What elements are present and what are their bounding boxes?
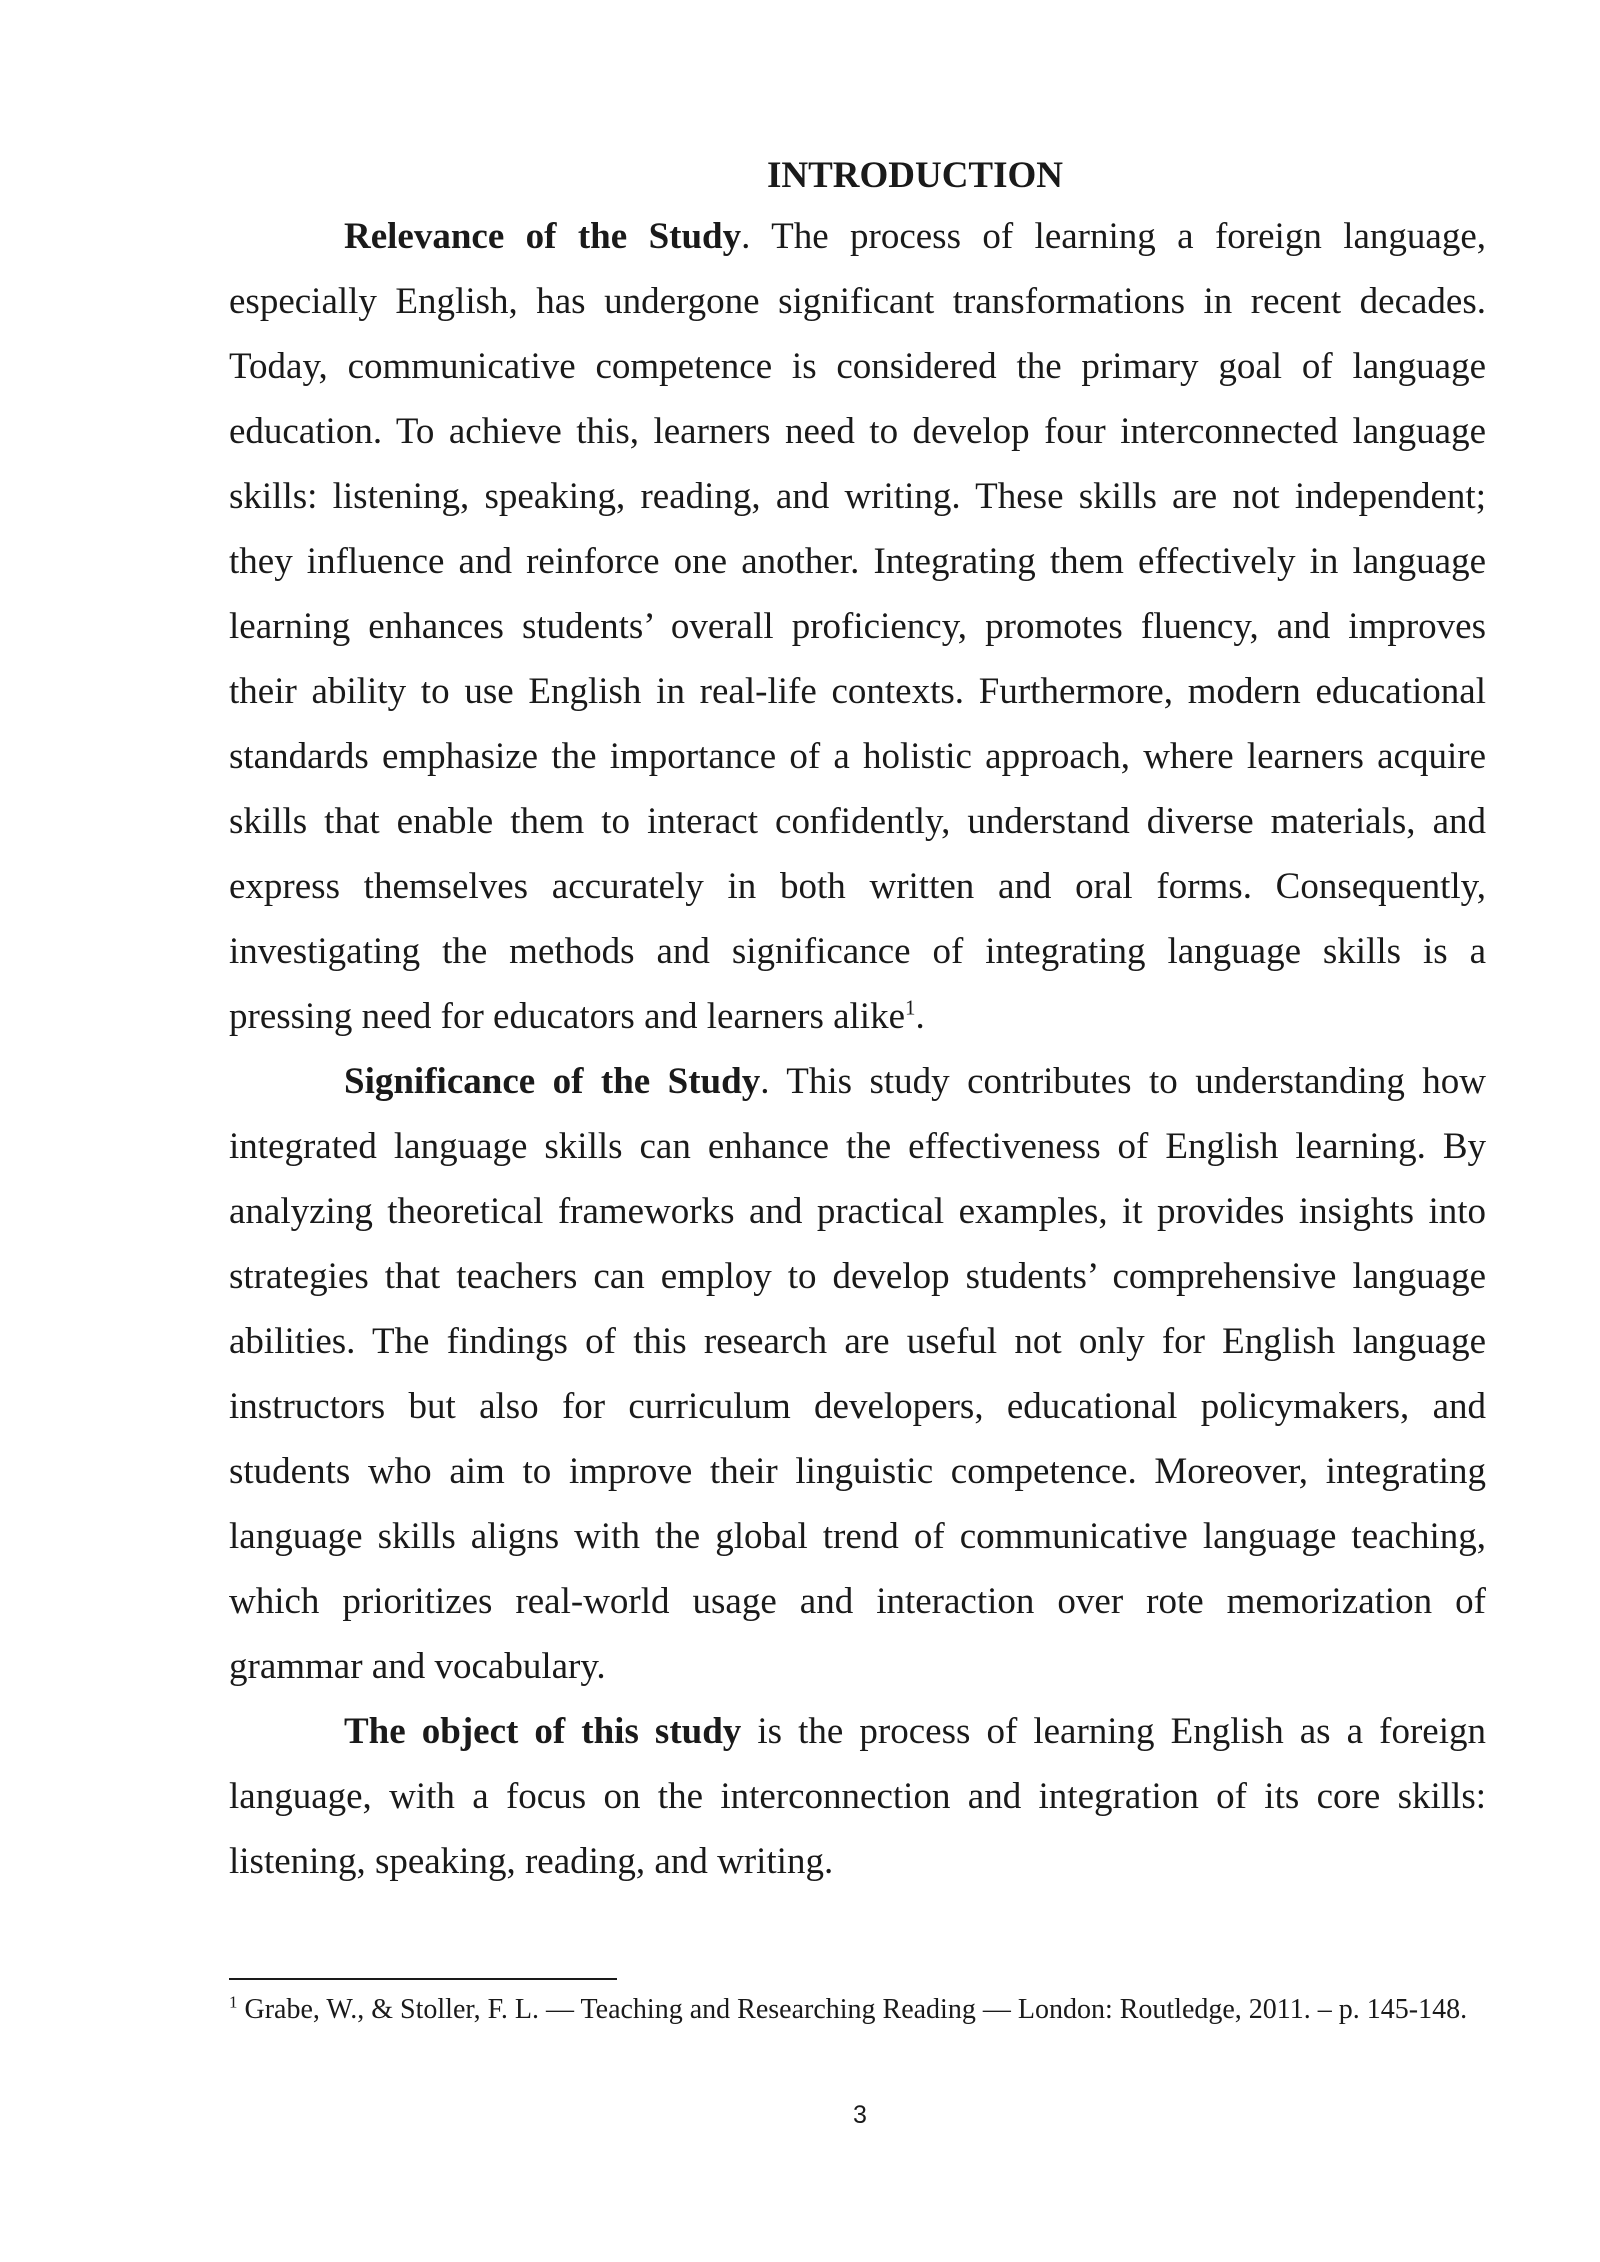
footnote	[229, 1992, 1486, 2028]
paragraph-text: . The process of learning a foreign language, especially English, has undergone significant transformations in recent decades. Today, communicative competence is considered the primary goal of language education. To achieve this, learners need to develop four interconnected language skills: listening, speaking, reading, and writing. These skills are not independent; they influence and reinforce one another. Integrating them effectively in language learning enhances students’ overall proficiency, promotes fluency, and improves their ability to use English in real-life contexts. Furthermore, modern educational standards emphasize the importance of a holistic approach, where learners acquire skills that enable them to interact confidently, understand diverse materials, and express themselves accurately in both written and oral forms. Consequently, investigating the methods and significance of integrating language skills is a pressing need for educators and learners alike	[229, 216, 1486, 1037]
footnote-text: Grabe, W., & Stoller, F. L. — Teaching and Researching Reading — London: Routledge, 2011. – p. 145-148.	[237, 1994, 1468, 2025]
paragraph-tail: .	[915, 996, 925, 1037]
paragraph-object	[229, 1699, 1486, 1894]
footnote-number: 1	[229, 1992, 238, 2012]
paragraph-text: . This study contributes to understanding how integrated language skills can enhance the effectiveness of English learning. By analyzing theoretical frameworks and practical examples, it provides insights into strategies that teachers can employ to develop students’ comprehensive language abilities. The findings of this research are useful not only for English language instructors but also for curriculum developers, educational policymakers, and students who aim to improve their linguistic competence. Moreover, integrating language skills aligns with the global trend of communicative language teaching, which prioritizes real-world usage and interaction over rote memorization of grammar and vocabulary.	[229, 1061, 1486, 1687]
paragraph-lead: Relevance of the Study	[344, 216, 742, 257]
section-heading: INTRODUCTION	[766, 155, 1064, 196]
footnote-divider	[229, 1978, 617, 1980]
page-body	[229, 148, 1486, 1894]
paragraph-lead: Significance of the Study	[344, 1061, 761, 1102]
paragraph-significance	[229, 1049, 1486, 1699]
paragraph-relevance	[229, 204, 1486, 1049]
paragraph-text: is the process of learning English as a foreign language, with a focus on the interconnection and integration of its core skills: listening, speaking, reading, and writing.	[229, 1711, 1486, 1882]
paragraph-lead: The object of this study	[344, 1711, 742, 1752]
footnote-reference[interactable]: 1	[905, 995, 916, 1020]
page-number: 3	[853, 2101, 867, 2129]
